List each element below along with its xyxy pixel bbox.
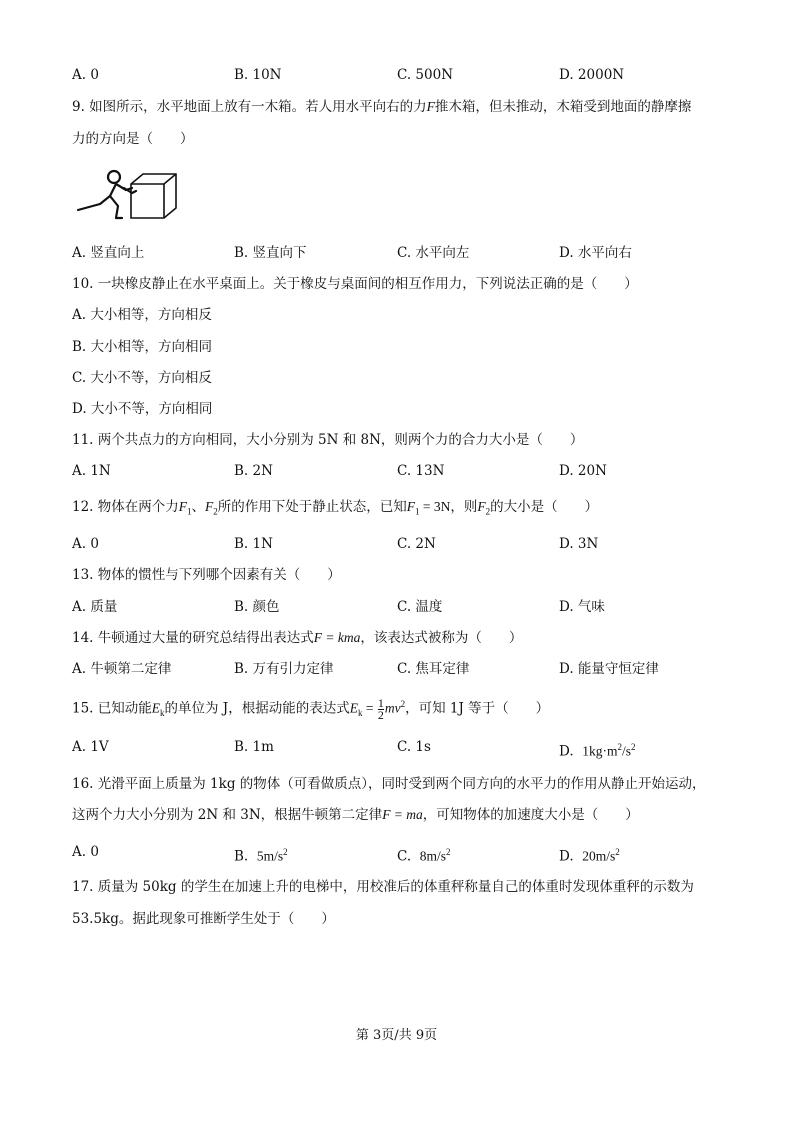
q13-stem: 13. 物体的惯性与下列哪个因素有关（ ） bbox=[72, 567, 341, 583]
q8-option-c: C. 500N bbox=[397, 67, 454, 83]
q16-expression: F = ma bbox=[382, 807, 423, 822]
q16-stem-line2: 这两个力大小分别为 2N 和 3N，根据牛顿第二定律F = ma，可知物体的加速度大小是（ ） bbox=[72, 807, 639, 823]
q12-option-c: C. 2N bbox=[397, 536, 436, 552]
q15-stem: 15. 已知动能$E_k$的单位为 J，根据动能的表达式$E_k$ = $\frac{1}{2}$ $mv^2$，可知 1J 等于（ ） bbox=[72, 695, 550, 722]
q9-option-c: C. 水平向左 bbox=[397, 245, 470, 261]
q9-option-a: A. 竖直向上 bbox=[72, 245, 145, 261]
person-pushing-box-figure bbox=[70, 166, 182, 224]
q15-option-b: B. 1m bbox=[234, 739, 274, 755]
q13-option-a: A. 质量 bbox=[72, 599, 118, 615]
person-figure bbox=[78, 171, 136, 218]
q15-fraction: $\frac{1}{2}$ bbox=[377, 695, 384, 722]
q11-option-b: B. 2N bbox=[234, 463, 273, 479]
q9-stem-line2: 力的方向是（ ） bbox=[72, 131, 194, 147]
q14-option-c: C. 焦耳定律 bbox=[397, 661, 470, 677]
q17-stem-line1: 17. 质量为 50kg 的学生在加速上升的电梯中，用校准后的体重秤称量自己的体重时发现体重秤的示数为 bbox=[72, 879, 694, 895]
q8-option-a: A. 0 bbox=[72, 67, 99, 83]
q15-option-d: D. $1kg\cdot m^2/s^2$ bbox=[559, 742, 636, 760]
wooden-box bbox=[131, 174, 176, 218]
q16-option-a: A. 0 bbox=[72, 844, 99, 860]
q8-option-d: D. 2000N bbox=[559, 67, 625, 83]
q10-option-a: A. 大小相等，方向相反 bbox=[72, 307, 212, 323]
page-number-footer: 第 3页/共 9页 bbox=[355, 1028, 438, 1043]
q13-option-c: C. 温度 bbox=[397, 599, 443, 615]
q13-option-d: D. 气味 bbox=[559, 599, 605, 615]
person-rear-leg bbox=[110, 196, 122, 218]
q12-option-d: D. 3N bbox=[559, 536, 599, 552]
q9-stem-line1: 9. 如图所示，水平地面上放有一木箱。若人用水平向右的力F推木箱，但未推动，木箱受到地面的静摩擦 bbox=[72, 99, 692, 115]
q10-stem: 10. 一块橡皮静止在水平桌面上。关于橡皮与桌面间的相互作用力，下列说法正确的是（ ） bbox=[72, 276, 638, 292]
q14-expression: F = kma bbox=[313, 630, 361, 645]
q10-option-b: B. 大小相等，方向相同 bbox=[72, 339, 213, 355]
q11-option-c: C. 13N bbox=[397, 463, 445, 479]
q11-option-a: A. 1N bbox=[72, 463, 111, 479]
q11-stem: 11. 两个共点力的方向相同，大小分别为 5N 和 8N，则两个力的合力大小是（ ） bbox=[72, 432, 584, 448]
q9-option-b: B. 竖直向下 bbox=[234, 245, 307, 261]
q12-stem: 12. 物体在两个力$F_1$、$F_2$所的作用下处于静止状态，已知$F_1 = 3N$，则$F_2$的大小是（ ） bbox=[72, 499, 599, 517]
q14-option-d: D. 能量守恒定律 bbox=[559, 661, 659, 677]
q12-option-a: A. 0 bbox=[72, 536, 99, 552]
q8-option-b: B. 10N bbox=[234, 67, 282, 83]
q17-stem-line2: 53.5kg。据此现象可推断学生处于（ ） bbox=[72, 911, 335, 927]
q11-option-d: D. 20N bbox=[559, 463, 607, 479]
q10-option-d: D. 大小不等，方向相同 bbox=[72, 401, 213, 417]
q14-option-b: B. 万有引力定律 bbox=[234, 661, 334, 677]
person-head bbox=[108, 171, 120, 183]
q15-option-c: C. 1s bbox=[397, 739, 431, 755]
q10-option-c: C. 大小不等，方向相反 bbox=[72, 370, 212, 386]
q12-option-b: B. 1N bbox=[234, 536, 273, 552]
q9-option-d: D. 水平向右 bbox=[559, 245, 632, 261]
q14-option-a: A. 牛顿第二定律 bbox=[72, 661, 172, 677]
q16-option-c: C. $8m/s^2$ bbox=[397, 847, 451, 865]
q16-option-b: B. $5m/s^2$ bbox=[234, 847, 288, 865]
q16-stem-line1: 16. 光滑平面上质量为 1kg 的物体（可看做质点），同时受到两个同方向的水平力的作用从静止开始运动， bbox=[72, 776, 706, 792]
q14-stem: 14. 牛顿通过大量的研究总结得出表达式F = kma，该表达式被称为（ ） bbox=[72, 630, 523, 646]
q16-option-d: D. $20m/s^2$ bbox=[559, 847, 620, 865]
q13-option-b: B. 颜色 bbox=[234, 599, 280, 615]
q15-option-a: A. 1V bbox=[72, 739, 109, 755]
